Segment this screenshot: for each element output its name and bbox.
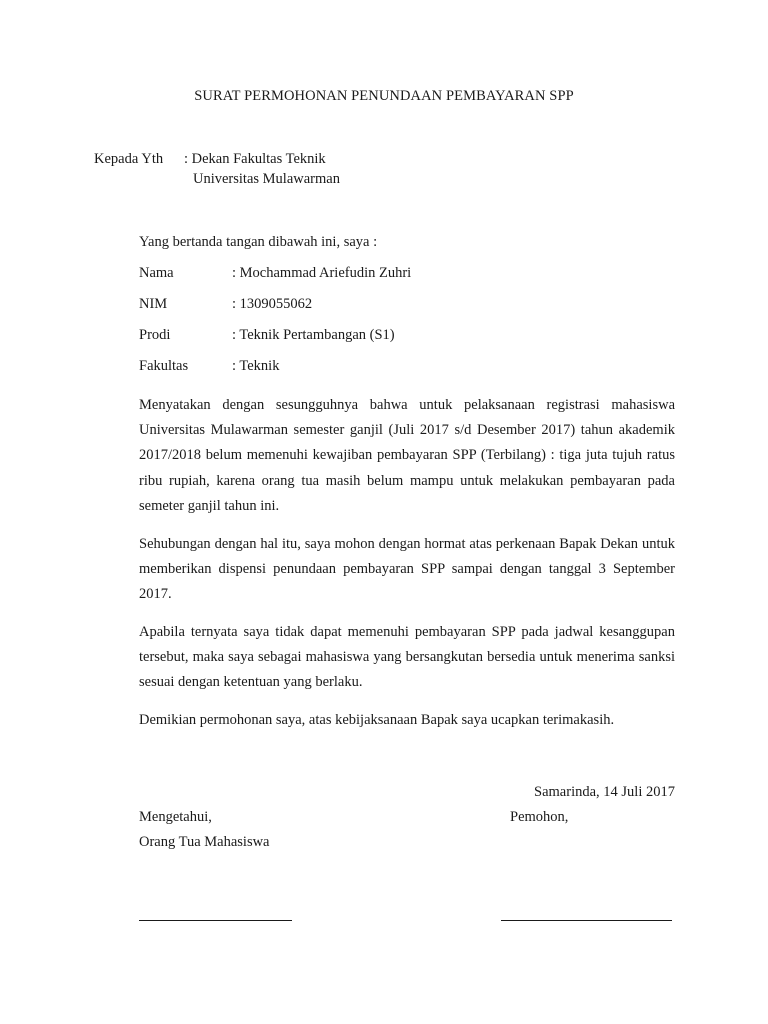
applicant-signature-line [501, 920, 672, 921]
parent-signature-line [139, 920, 292, 921]
identity-label-prodi: Prodi [139, 327, 171, 343]
recipient-line-1: : Dekan Fakultas Teknik [184, 151, 326, 167]
parent-label: Orang Tua Mahasiswa [139, 834, 270, 850]
intro-text: Yang bertanda tangan dibawah ini, saya : [139, 234, 378, 250]
applicant-label: Pemohon, [510, 809, 569, 825]
paragraph-closing: Demikian permohonan saya, atas kebijaksanaan Bapak saya ucapkan terimakasih. [139, 712, 615, 728]
acknowledged-label: Mengetahui, [139, 809, 212, 825]
identity-value-prodi: : Teknik Pertambangan (S1) [232, 327, 395, 343]
place-date: Samarinda, 14 Juli 2017 [534, 784, 675, 800]
identity-value-nim: : 1309055062 [232, 296, 313, 312]
identity-label-nama: Nama [139, 265, 174, 281]
letter-title: SURAT PERMOHONAN PENUNDAAN PEMBAYARAN SPP [194, 88, 574, 104]
recipient-line-2: Universitas Mulawarman [193, 171, 340, 187]
identity-label-nim: NIM [139, 296, 168, 312]
paragraph-consequence: Apabila ternyata saya tidak dapat memenuhi pembayaran SPP pada jadwal kesanggupan tersebut, maka saya sebagai mahasiswa yang bersangkutan bersedia untuk menerima sanksi sesuai dengan ketentuan yang berlaku. [139, 624, 675, 691]
identity-label-fakultas: Fakultas [139, 358, 189, 374]
paragraph-statement: Menyatakan dengan sesungguhnya bahwa untuk pelaksanaan registrasi mahasiswa Universitas Mulawarman semester ganjil (Juli 2017 s/d Desember 2017) tahun akademik 2017/2018 belum memenuhi kewajiban pembayaran SPP (Terbilang) : tiga juta tujuh ratus ribu rupiah, karena orang tua masih belum mampu untuk melakukan pembayaran pada semeter ganjil tahun ini. [139, 397, 675, 514]
identity-value-nama: : Mochammad Ariefudin Zuhri [232, 265, 412, 281]
identity-value-fakultas: : Teknik [232, 358, 280, 374]
recipient-label: Kepada Yth [94, 151, 164, 167]
paragraph-request: Sehubungan dengan hal itu, saya mohon dengan hormat atas perkenaan Bapak Dekan untuk memberikan dispensi penundaan pembayaran SPP sampai dengan tanggal 3 September 2017. [139, 536, 675, 603]
